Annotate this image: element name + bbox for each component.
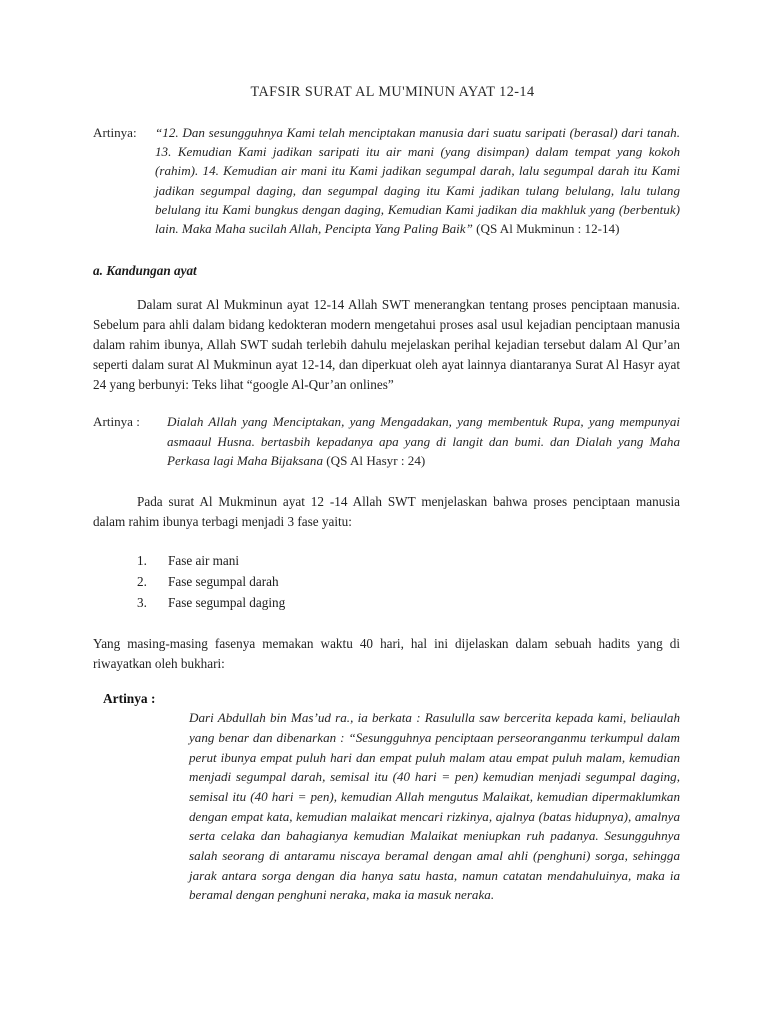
verse-translation-hasyr (93, 412, 680, 470)
paragraph-kandungan-ayat: Dalam surat Al Mukminun ayat 12-14 Allah SWT menerangkan tentang proses penciptaan manusia. Sebelum para ahli dalam bidang kedokteran modern mengetahui proses asal usul kejadian penciptaan manusia dalam rahim ibunya, Allah SWT sudah terlebih dahulu mejelaskan perihal kejadian tersebut dalam Al Qur’an seperti dalam surat Al Mukminun ayat 12-14, dan diperkuat oleh ayat lainnya diantaranya Surat Al Hasyr ayat 24 yang berbunyi: Teks lihat “google Al-Qur’an onlines” (93, 297, 680, 392)
hadith-artinya-label: Artinya : (103, 691, 156, 707)
hadith-translation-text: Dari Abdullah bin Mas’ud ra., ia berkata : Rasululla saw bercerita kepada kami, beliaulah yang benar dan dibenarkan : “Sesungguhnya penciptaan perseoranganmu terkumpul dalam perut ibunya empat puluh hari dan empat puluh malam atau empat puluh malam, kemudian menjadi segumpal darah, semisal itu (40 hari = pen) kemudian menjadi segumpal daging, semisal itu (40 hari = pen), kemudian Allah mengutus Malaikat, kemudian dipermaklumkan dengan empat kata, kemudian malaikat mencari rizkinya, ajalnya (batas hidupnya), amalnya serta celaka dan bahagianya kemudian Malaikat meniupkan ruh padanya. Sesungguhnya salah seorang di antaramu niscaya beramal dengan amal ahli (penghuni) sorga, sehingga jarak antara sorga dengan dia hanya satu hasta, namun catatan mendahuluinya, maka ia beramal dengan penghuni neraka, maka ia masuk neraka. (189, 710, 680, 903)
list-item: Fase segumpal darah (168, 574, 279, 590)
list-item: Fase segumpal daging (168, 595, 286, 611)
verse-text-mukminun: “12. Dan sesungguhnya Kami telah menciptakan manusia dari suatu saripati (berasal) dari tanah. 13. Kemudian Kami jadikan saripati itu air mani (yang disimpan) dalam tempat yang kokoh (rahim). 14. Kemudian air mani itu Kami jadikan segumpal darah, lalu segumpal darah itu Kami jadikan segumpal daging, dan segumpal daging itu Kami jadikan tulang belulang, lalu tulang belulang itu Kami bungkus dengan daging, Kemudian Kami jadikan dia makhluk yang (berbentuk) lain. Maka Maha sucilah Allah, Pencipta Yang Paling Baik” (155, 125, 680, 237)
phase-list (93, 550, 680, 614)
verse-citation-hasyr: (QS Al Hasyr : 24) (326, 452, 426, 468)
paragraph-three-phases-intro: Pada surat Al Mukminun ayat 12 -14 Allah SWT menjelaskan bahwa proses penciptaan manusia dalam rahim ibunya terbagi menjadi 3 fase yaitu: (93, 494, 680, 529)
verse-translation-mukminun (93, 123, 680, 238)
paragraph-forty-days: Yang masing-masing fasenya memakan waktu 40 hari, hal ini dijelaskan dalam sebuah hadits yang di riwayatkan oleh bukhari: (93, 635, 680, 671)
artinya-label-mukminun: Artinya: (93, 125, 137, 140)
page-title: TAFSIR SURAT AL MU'MINUN AYAT 12-14 (250, 84, 535, 100)
section-heading-kandungan-ayat: a. Kandungan ayat (93, 263, 197, 279)
verse-citation-mukminun: (QS Al Mukminun : 12-14) (476, 221, 620, 237)
verse-text-hasyr: Dialah Allah yang Menciptakan, yang Mengadakan, yang membentuk Rupa, yang mempunyai asmaaul Husna. bertasbih kepadanya apa yang di langit dan bumi. dan Dialah yang Maha Perkasa lagi Maha Bijaksana (167, 414, 680, 468)
list-item: Fase air mani (168, 552, 240, 568)
artinya-label-hasyr: Artinya : (93, 414, 140, 430)
